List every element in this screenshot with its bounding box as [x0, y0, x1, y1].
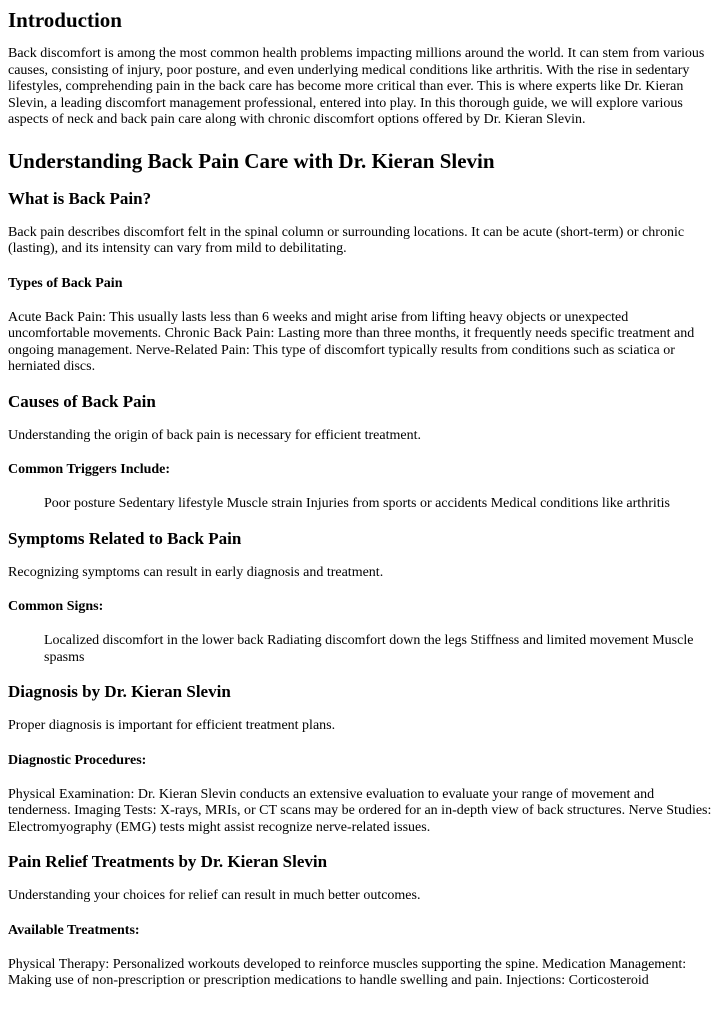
available-treatments-paragraph: Physical Therapy: Personalized workouts developed to reinforce muscles supporting the spine. Medication Management: Making use of non-prescription or prescription medications to handle swelling and pain. Injections: Corticosteroid [8, 956, 687, 988]
triggers-list-text: Poor posture Sedentary lifestyle Muscle strain Injuries from sports or accidents Medical conditions like arthritis [44, 496, 670, 511]
treatments-heading: Pain Relief Treatments by Dr. Kieran Slevin [8, 852, 328, 871]
main-heading: Understanding Back Pain Care with Dr. Kieran Slevin [8, 148, 495, 173]
intro-heading: Introduction [8, 8, 122, 32]
what-is-paragraph: Back pain describes discomfort felt in the spinal column or surrounding locations. It can be acute (short-term) or chronic (lasting), and its intensity can vary from mild to debilitating. [8, 224, 685, 256]
signs-list [8, 633, 712, 666]
what-is-heading: What is Back Pain? [8, 188, 152, 208]
procedures-heading: Diagnostic Procedures: [8, 752, 147, 768]
available-treatments-heading: Available Treatments: [8, 922, 140, 938]
triggers-heading: Common Triggers Include: [8, 462, 171, 477]
intro-paragraph: Back discomfort is among the most common health problems impacting millions around the world. It can stem from various causes, consisting of injury, poor posture, and even underlying medical conditions like arthritis. With the rise in sedentary lifestyles, comprehending pain in the back care has become more critical than ever. This is where experts like Dr. Kieran Slevin, a leading discomfort management professional, entered into play. In this thorough guide, we will explore various aspects of neck and back pain care along with chronic discomfort options offered by Dr. Kieran Slevin. [8, 46, 705, 127]
symptoms-heading: Symptoms Related to Back Pain [8, 528, 242, 548]
diagnosis-paragraph: Proper diagnosis is important for efficient treatment plans. [8, 718, 336, 733]
treatments-paragraph: Understanding your choices for relief can result in much better outcomes. [8, 888, 421, 903]
causes-paragraph: Understanding the origin of back pain is necessary for efficient treatment. [8, 427, 421, 443]
symptoms-paragraph: Recognizing symptoms can result in early diagnosis and treatment. [8, 564, 384, 580]
types-paragraph: Acute Back Pain: This usually lasts less than 6 weeks and might arise from lifting heavy objects or unexpected uncomfortable movements. Chronic Back Pain: Lasting more than three months, it frequently needs specific treatment and ongoing management. Nerve-Related Pain: This type of discomfort typically results from conditions such as sciatica or herniated discs. [8, 309, 695, 374]
signs-list-text: Localized discomfort in the lower back Radiating discomfort down the legs Stiffness and limited movement Muscle spasms [44, 633, 694, 665]
procedures-paragraph: Physical Examination: Dr. Kieran Slevin conducts an extensive evaluation to evaluate your range of movement and tenderness. Imaging Tests: X-rays, MRIs, or CT scans may be ordered for an in-depth view of back structures. Nerve Studies: Electromyography (EMG) tests might assist recognize nerve-related issues. [8, 786, 712, 835]
signs-heading: Common Signs: [8, 599, 104, 614]
types-heading: Types of Back Pain [8, 275, 123, 291]
article [0, 8, 720, 990]
triggers-list [8, 496, 712, 513]
diagnosis-heading: Diagnosis by Dr. Kieran Slevin [8, 682, 231, 701]
causes-heading: Causes of Back Pain [8, 391, 156, 411]
